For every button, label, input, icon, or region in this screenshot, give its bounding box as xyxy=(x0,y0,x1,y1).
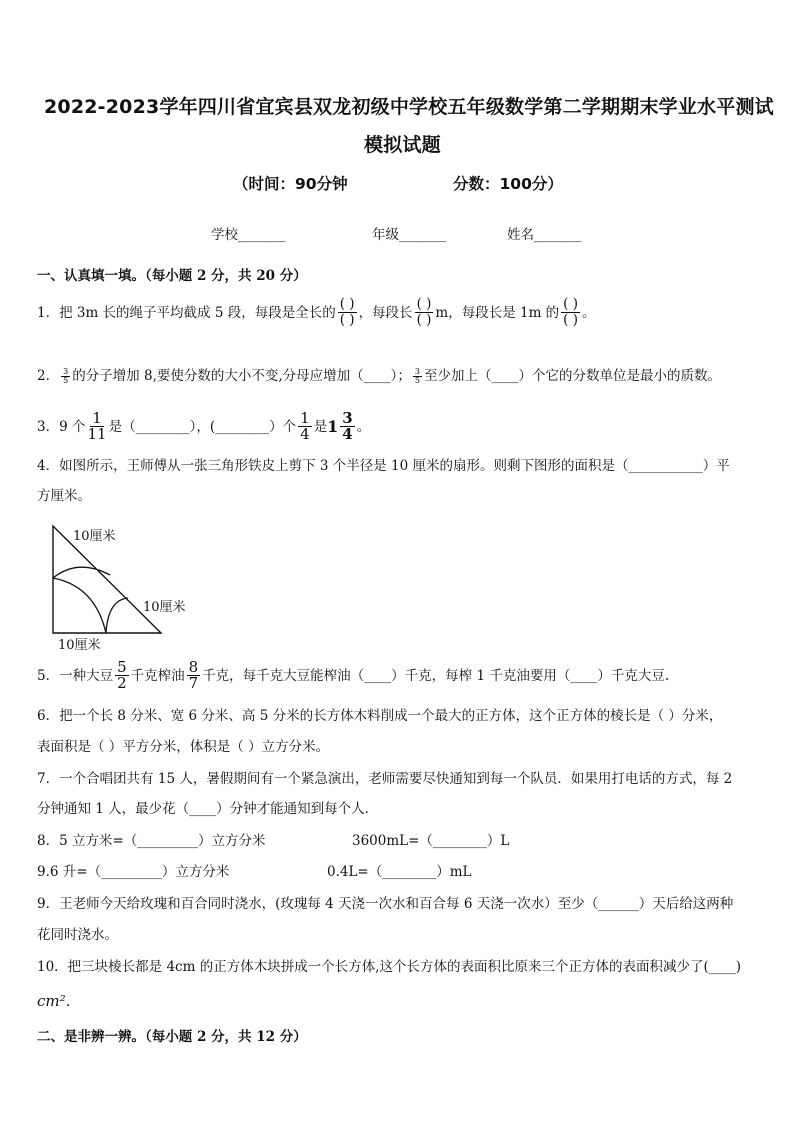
question-4-line1: 4．如图所示，王师傅从一张三角形铁皮上剪下 3 个半径是 10 厘米的扇形。则剩下图形的面积是（___________）平 xyxy=(37,458,730,474)
question-7-line2: 分钟通知 1 人，最少花（____）分钟才能通知到每个人． xyxy=(37,801,379,817)
question-9-line2: 花同时浇水。 xyxy=(37,927,118,943)
q3-text-4: 。 xyxy=(356,418,371,435)
school-field: 学校_______ xyxy=(211,227,286,243)
q2-frac-num-1: 3 xyxy=(63,366,69,376)
q2-fraction-1 xyxy=(61,368,70,385)
page-title-line2: 模拟试题 xyxy=(364,134,441,156)
q5-text-3: 千克，每千克大豆能榨油（____）千克，每榨 1 千克油要用（____）千克大豆. xyxy=(202,667,670,684)
question-8-d: 0.4L=（________）mL xyxy=(327,864,472,880)
q3-fraction-1 xyxy=(87,411,106,442)
q3-text-2: 是（________），(________）个 xyxy=(108,418,297,435)
q3-frac3-num: 3 xyxy=(342,409,353,427)
question-8-c: 9.6 升=（_________）立方分米 xyxy=(37,864,230,880)
sector-arc-right xyxy=(106,598,128,633)
question-6-line1: 6．把一个长 8 分米、宽 6 分米、高 5 分米的长方体木料削成一个最大的正方体，这个正方体的棱长是（ ）分米， xyxy=(37,708,723,724)
q3-fraction-2 xyxy=(298,411,312,442)
question-2 xyxy=(37,365,721,387)
question-4-line2: 方厘米。 xyxy=(37,488,91,504)
question-3 xyxy=(37,411,370,442)
q2-frac-num-2: 3 xyxy=(414,366,420,376)
fig-label-bottom: 10厘米 xyxy=(58,638,101,653)
q1-blank-fraction-3 xyxy=(561,297,580,328)
question-7-line1: 7．一个合唱团共有 15 人，暑假期间有一个紧急演出，老师需要尽快通知到每一个队员．如果用打电话的方式，每 2 xyxy=(37,771,733,787)
q2-frac-den-2: 5 xyxy=(414,375,420,385)
q5-frac2-num: 8 xyxy=(188,658,199,676)
question-5 xyxy=(37,660,669,691)
question-10-unit: cm²． xyxy=(37,992,81,1010)
q3-text-3: 是 xyxy=(313,418,328,435)
exam-time: （时间：90分钟 xyxy=(233,175,348,193)
q2-text-3: 至少加上（____）个它的分数单位是最小的质数。 xyxy=(424,368,721,384)
name-field: 姓名_______ xyxy=(507,227,582,243)
question-9-line1: 9．王老师今天给玫瑰和百合同时浇水，(玫瑰每 4 天浇一次水和百合每 6 天浇一次水）至少（______）天后给这两种 xyxy=(37,896,734,912)
sector-arc-top xyxy=(53,567,110,578)
q3-frac1-num: 1 xyxy=(92,409,102,427)
question-8-b: 3600mL=（________）L xyxy=(352,833,510,849)
section-2-title: 二、是非辨一辨。（每小题 2 分，共 12 分） xyxy=(37,1029,307,1045)
q1-blank-num-2: ( ) xyxy=(416,296,432,312)
question-6-line2: 表面积是（ ）平方分米，体积是（ ）立方分米。 xyxy=(37,739,330,755)
q1-blank-den-3: ( ) xyxy=(563,312,578,328)
q1-text-3: m，每段长是 1m 的 xyxy=(435,304,560,321)
q3-frac2-den: 4 xyxy=(300,425,310,443)
q5-fraction-1 xyxy=(115,660,129,691)
q5-text-2: 千克榨油 xyxy=(130,667,185,684)
q1-blank-fraction-1 xyxy=(338,297,357,328)
page-title-line1: 2022-2023学年四川省宜宾县双龙初级中学校五年级数学第二学期期末学业水平测试 xyxy=(44,96,774,118)
q1-blank-num-1: ( ) xyxy=(339,296,355,312)
q5-frac1-den: 2 xyxy=(117,674,127,692)
q2-text-2: 的分子增加 8,要使分数的大小不变,分母应增加（____）； xyxy=(72,368,411,384)
q5-frac2-den: 7 xyxy=(188,674,199,692)
triangle-sector-figure xyxy=(40,520,210,655)
q3-text-1: 3．9 个 xyxy=(37,418,86,435)
q1-blank-fraction-2 xyxy=(415,297,434,328)
sector-arc-left xyxy=(53,578,106,633)
grade-field: 年级_______ xyxy=(372,227,447,243)
fig-label-top: 10厘米 xyxy=(73,529,116,544)
question-1 xyxy=(37,297,596,328)
question-10-line1: 10．把三块棱长都是 4cm 的正方体木块拼成一个长方体,这个长方体的表面积比原来三个正方体的表面积减少了(____) xyxy=(37,959,742,975)
q2-fraction-2 xyxy=(413,368,422,385)
q2-text-1: 2． xyxy=(37,368,60,384)
q3-frac3-den: 4 xyxy=(342,425,353,443)
section-1-title: 一、认真填一填。（每小题 2 分，共 20 分） xyxy=(37,268,307,284)
q1-text-1: 1．把 3m 长的绳子平均截成 5 段，每段是全长的 xyxy=(37,304,336,321)
q2-frac-den-1: 5 xyxy=(63,375,69,385)
q1-blank-den-1: ( ) xyxy=(339,312,355,328)
q1-text-2: ，每段长 xyxy=(358,304,413,321)
fig-label-right: 10厘米 xyxy=(143,600,186,615)
q3-frac1-den: 11 xyxy=(87,425,107,443)
q5-frac1-num: 5 xyxy=(117,658,127,676)
q3-mixed-whole: 1 xyxy=(327,416,339,436)
q3-fraction-3 xyxy=(340,411,354,442)
q1-blank-den-2: ( ) xyxy=(416,312,432,328)
exam-score: 分数：100分） xyxy=(453,175,563,193)
q5-fraction-2 xyxy=(187,660,201,691)
question-8-a: 8．5 立方米=（_________）立方分米 xyxy=(37,833,266,849)
q1-blank-num-3: ( ) xyxy=(563,296,578,312)
q5-text-1: 5．一种大豆 xyxy=(37,667,114,684)
q3-frac2-num: 1 xyxy=(300,409,310,427)
q1-text-4: 。 xyxy=(582,304,596,321)
